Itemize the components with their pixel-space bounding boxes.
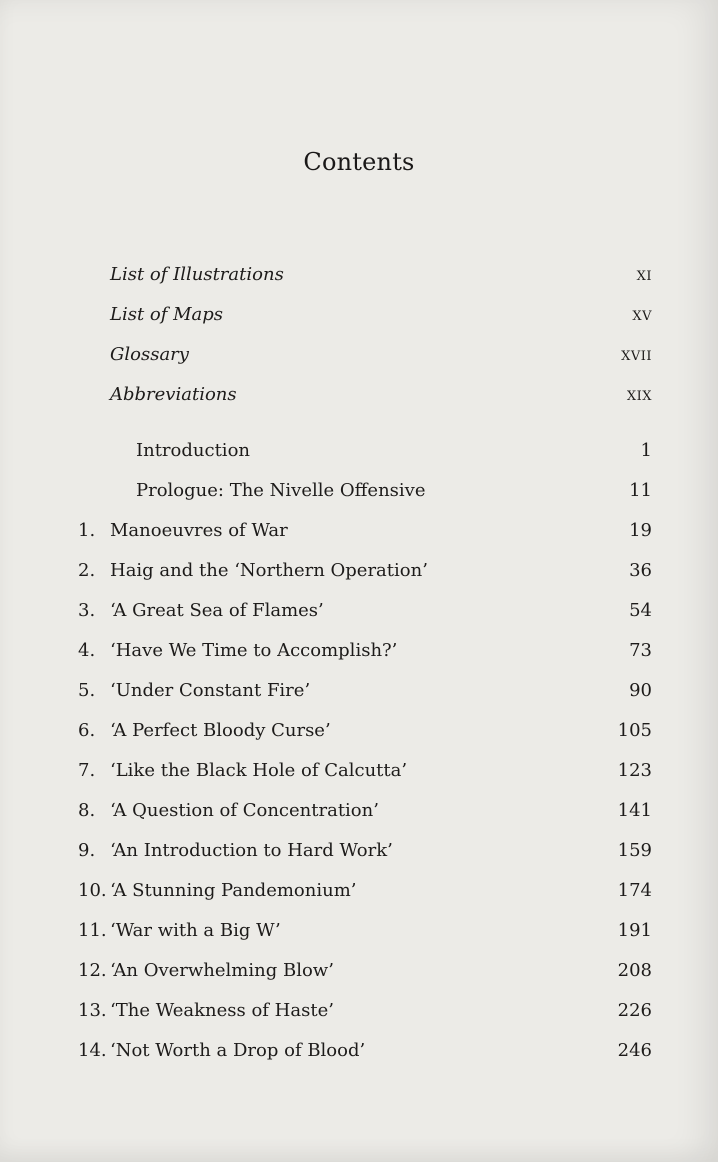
entry-title: List of Maps [110,304,224,325]
entry-page: xvii [621,344,652,365]
entry-title: Introduction [136,440,250,461]
entry-number: 13. [78,1000,107,1021]
entry-number: 4. [78,640,96,661]
contents-entry [0,514,718,548]
contents-entry [0,954,718,988]
entry-title: ‘The Weakness of Haste’ [110,1000,334,1021]
entry-page: 141 [617,800,652,821]
contents-entry [0,378,718,412]
entry-title: ‘A Stunning Pandemonium’ [110,880,357,901]
entry-number: 9. [78,840,96,861]
entry-page: 208 [617,960,652,981]
entry-number: 7. [78,760,96,781]
entry-title: ‘Have We Time to Accomplish?’ [110,640,398,661]
entry-number: 11. [78,920,107,941]
entry-page: 159 [617,840,652,861]
entry-page: 105 [617,720,652,741]
entry-page: xix [626,384,652,405]
contents-entry [0,1034,718,1068]
entry-number: 6. [78,720,96,741]
contents-entry [0,914,718,948]
contents-entry [0,994,718,1028]
contents-entry [0,794,718,828]
entry-number: 2. [78,560,96,581]
entry-page: 174 [617,880,652,901]
entry-page: 90 [629,680,652,701]
contents-entry [0,874,718,908]
entry-page: xi [636,264,652,285]
entry-title: Manoeuvres of War [110,520,288,541]
entry-number: 1. [78,520,96,541]
entry-title: ‘Like the Black Hole of Calcutta’ [110,760,408,781]
contents-entry [0,474,718,508]
entry-title: ‘A Great Sea of Flames’ [110,600,324,621]
entry-number: 10. [78,880,107,901]
entry-page: 226 [617,1000,652,1021]
contents-entry [0,594,718,628]
entry-title: ‘Not Worth a Drop of Blood’ [110,1040,366,1061]
entry-number: 14. [78,1040,107,1061]
entry-page: 246 [617,1040,652,1061]
contents-entry [0,714,718,748]
entry-title: ‘Under Constant Fire’ [110,680,311,701]
entry-number: 3. [78,600,96,621]
contents-entry [0,754,718,788]
entry-title: Haig and the ‘Northern Operation’ [110,560,428,581]
entry-title: Glossary [110,344,189,365]
entry-title: ‘A Perfect Bloody Curse’ [110,720,331,741]
entry-page: 191 [617,920,652,941]
entry-title: Abbreviations [110,384,237,405]
contents-entry [0,634,718,668]
entry-page: 19 [629,520,652,541]
contents-entry [0,554,718,588]
entry-number: 12. [78,960,107,981]
entry-number: 5. [78,680,96,701]
entry-page: xv [632,304,652,325]
entry-title: List of Illustrations [110,264,284,285]
entry-page: 54 [629,600,652,621]
contents-entry [0,298,718,332]
contents-entry [0,834,718,868]
page-title: Contents [303,148,415,176]
entry-number: 8. [78,800,96,821]
entry-title: ‘An Overwhelming Blow’ [110,960,334,981]
contents-entry [0,434,718,468]
entry-page: 11 [629,480,652,501]
entry-page: 73 [629,640,652,661]
contents-entry [0,338,718,372]
entry-title: ‘War with a Big W’ [110,920,281,941]
entry-title: ‘An Introduction to Hard Work’ [110,840,393,861]
contents-entry [0,258,718,292]
entry-page: 1 [640,440,652,461]
entry-title: Prologue: The Nivelle Offensive [136,480,426,501]
entry-title: ‘A Question of Concentration’ [110,800,379,821]
entry-page: 36 [629,560,652,581]
entry-page: 123 [617,760,652,781]
contents-entry [0,674,718,708]
